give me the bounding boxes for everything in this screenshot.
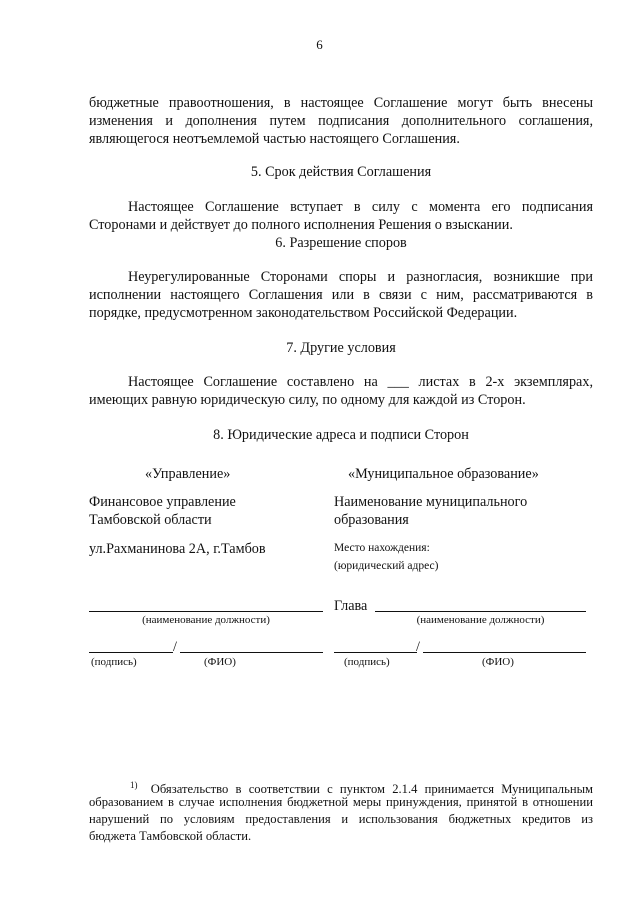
left-name-line-2: Тамбовской области [89, 512, 212, 528]
right-head-label: Глава [334, 598, 368, 614]
section-7-line-1: Настоящее Соглашение составлено на ___ листах в 2-х экземплярах, [128, 374, 593, 390]
right-sign-slash: / [416, 639, 420, 655]
footnote-line-1-text: Обязательство в соответствии с пунктом 2.1.4 принимается Муниципальным [150, 782, 593, 796]
intro-line-3: являющегося неотъемлемой частью настоящего Соглашения. [89, 131, 460, 147]
intro-line-1: бюджетные правоотношения, в настоящее Соглашение могут быть внесены [89, 95, 593, 111]
left-name-line-1: Финансовое управление [89, 494, 236, 510]
intro-line-2: изменения и дополнения путем подписания дополнительного соглашения, [89, 113, 593, 129]
right-name-line-1: Наименование муниципального [334, 494, 528, 510]
section-8-heading: 8. Юридические адреса и подписи Сторон [213, 427, 469, 443]
right-fio-line [423, 652, 586, 653]
section-5-line-1: Настоящее Соглашение вступает в силу с момента его подписания [128, 199, 593, 215]
section-6-line-3: порядке, предусмотренном законодательством Российской Федерации. [89, 305, 518, 321]
footnote-line-2: образованием в случае исполнения бюджетной меры принуждения, принятой в отношении [89, 795, 593, 809]
right-signature-line [334, 652, 417, 653]
section-7-heading: 7. Другие условия [286, 340, 396, 356]
right-position-line [375, 611, 586, 612]
right-signature-caption: (подпись) [344, 656, 390, 668]
left-address: ул.Рахманинова 2А, г.Тамбов [89, 541, 266, 557]
left-sign-slash: / [173, 639, 177, 655]
right-fio-caption: (ФИО) [482, 656, 514, 668]
section-5-heading: 5. Срок действия Соглашения [250, 164, 432, 180]
left-signature-line [89, 652, 173, 653]
right-name-line-2: образования [334, 512, 409, 528]
left-fio-line [180, 652, 323, 653]
section-6-line-1: Неурегулированные Сторонами споры и разногласия, возникшие при [128, 269, 593, 285]
footnote-line-4: бюджета Тамбовской области. [89, 829, 252, 843]
party-left-title: «Управление» [145, 466, 231, 482]
footnote-marker: 1) [130, 780, 138, 790]
right-location-note: (юридический адрес) [334, 560, 439, 572]
section-6-heading: 6. Разрешение споров [275, 235, 407, 251]
section-5-line-2: Сторонами и действует до полного исполнения Решения о взыскании. [89, 217, 513, 233]
footnote-line-3: нарушений по условиям предоставления и использования бюджетных кредитов из [89, 812, 593, 826]
right-location-label: Место нахождения: [334, 542, 430, 554]
page-number: 6 [316, 37, 323, 52]
party-right-title: «Муниципальное образование» [348, 466, 539, 482]
right-position-caption: (наименование должности) [416, 614, 545, 626]
left-position-line [89, 611, 323, 612]
section-7-line-2: имеющих равную юридическую силу, по одному для каждой из Сторон. [89, 392, 526, 408]
left-signature-caption: (подпись) [91, 656, 137, 668]
section-6-line-2: исполнении настоящего Соглашения или в связи с ним, рассматриваются в [89, 287, 593, 303]
left-fio-caption: (ФИО) [204, 656, 236, 668]
left-position-caption: (наименование должности) [142, 614, 270, 626]
